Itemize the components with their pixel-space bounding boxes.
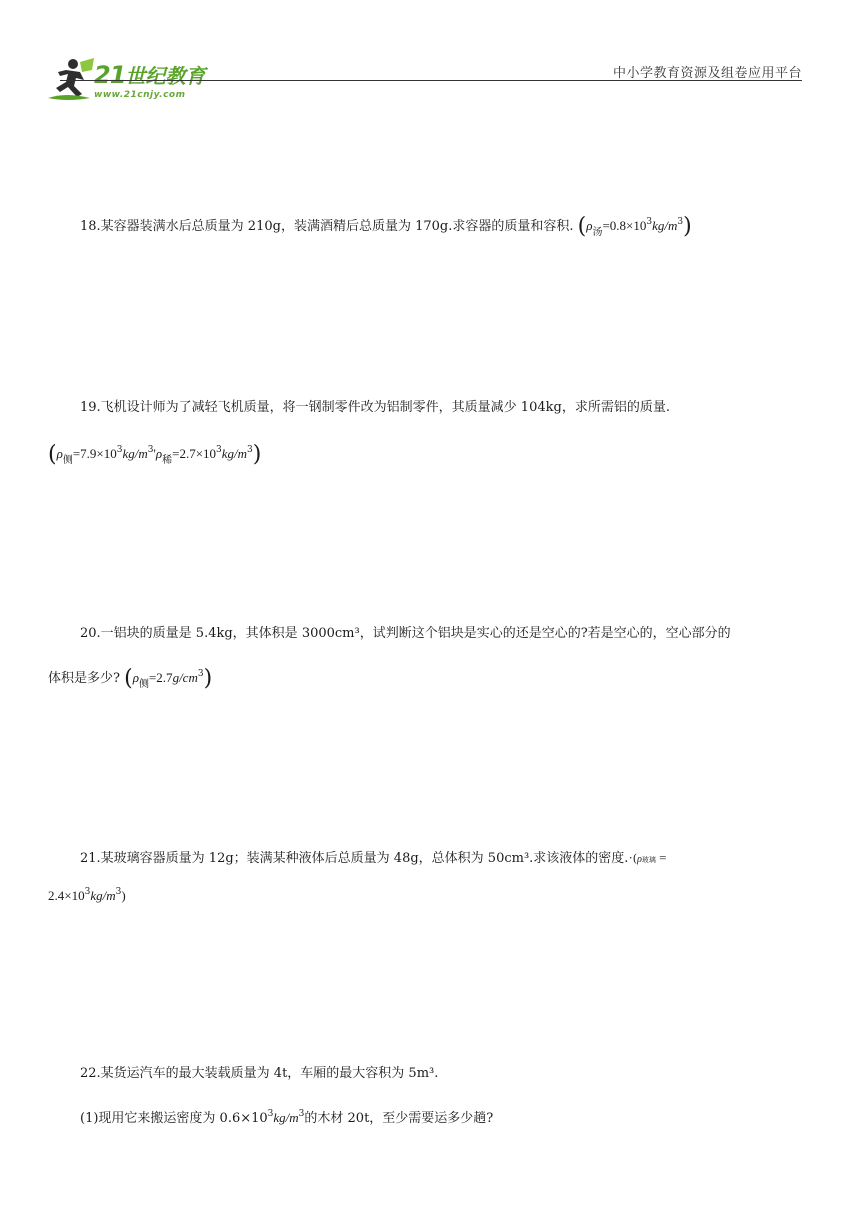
question-22-part-1-pre: (1)现用它来搬运密度为 0.6×10 — [80, 1111, 268, 1126]
question-22-text: 22.某货运汽车的最大装载质量为 4t，车厢的最大容积为 5m³. — [80, 1066, 439, 1081]
density-unit: g/cm — [172, 670, 198, 685]
question-20-line2 — [48, 668, 818, 690]
exponent: 3 — [216, 445, 222, 455]
density-unit: kg/m — [122, 446, 148, 461]
exponent: 3 — [267, 1109, 274, 1119]
open-paren: ( — [48, 442, 57, 467]
platform-title: 中小学教育资源及组卷应用平台 — [612, 66, 802, 81]
density-value: =2.7×10 — [172, 446, 217, 461]
rho-subscript: 稀 — [162, 455, 173, 466]
logo-wordmark: 21世纪教育 — [94, 61, 206, 89]
question-21-text: 21.某玻璃容器质量为 12g；装满某种液体后总质量为 48g，总体积为 50cm³.求该液体的密度. — [80, 851, 629, 866]
separator: ' — [153, 446, 156, 461]
rho-subscript: 侧 — [62, 455, 73, 466]
page-header — [0, 0, 860, 110]
unit-exponent: 3 — [247, 445, 253, 455]
density-value: =0.8×10 — [602, 218, 647, 233]
question-20-text-2: 体积是多少? — [48, 671, 120, 686]
question-19-text: 19.飞机设计师为了减轻飞机质量，将一钢制零件改为铝制零件，其质量减少 104kg，求所需铝的质量. — [80, 400, 670, 415]
question-22 — [48, 1064, 818, 1084]
rho-symbol: ρ — [155, 446, 163, 461]
question-20 — [48, 624, 818, 644]
question-21-line2 — [48, 886, 818, 908]
unit-exponent: 3 — [147, 445, 154, 455]
exponent: 3 — [84, 887, 91, 897]
density-unit: kg/m — [90, 888, 116, 903]
density-value: =7.9×10 — [72, 446, 117, 461]
rho-subscript: 汤 — [592, 227, 603, 238]
question-20-text: 20.一铝块的质量是 5.4kg，其体积是 3000cm³，试判断这个铝块是实心的还是空心的?若是空心的，空心部分的 — [80, 626, 731, 641]
question-19-given — [48, 444, 818, 466]
unit-exponent: 3 — [115, 887, 122, 897]
logo — [46, 56, 216, 106]
exponent: 3 — [646, 217, 653, 227]
open-paren: ( — [577, 214, 587, 239]
unit-exponent: 3 — [197, 669, 204, 679]
density-unit: kg/m — [652, 218, 678, 233]
open-paren: ( — [632, 852, 638, 865]
question-22-part-1-post: 的木材 20t，至少需要运多少趟? — [304, 1111, 494, 1126]
close-paren: ) — [203, 666, 213, 691]
dot: · — [628, 850, 633, 865]
density-value: 2.4×10 — [48, 888, 85, 903]
question-21 — [48, 848, 818, 870]
rho-symbol: ρ — [56, 446, 63, 461]
logo-url: www.21cnjy.com — [94, 90, 186, 100]
rho-symbol: ρ — [132, 670, 139, 685]
exponent: 3 — [116, 445, 123, 455]
close-paren: ) — [252, 442, 262, 467]
close-paren: ) — [121, 888, 126, 903]
question-18 — [48, 216, 818, 238]
equals-sign: = — [655, 850, 667, 865]
rho-subscript: 侧 — [138, 679, 149, 690]
density-value: =2.7 — [148, 670, 173, 685]
density-unit: kg/m — [273, 1110, 299, 1125]
rho-symbol: ρ — [637, 854, 642, 865]
question-18-text: 18.某容器装满水后总质量为 210g，装满酒精后总质量为 170g.求容器的质量和容积. — [80, 219, 574, 234]
unit-exponent: 3 — [677, 217, 684, 227]
question-19 — [48, 398, 818, 418]
rho-subscript: 玻璃 — [641, 856, 656, 864]
close-paren: ) — [683, 214, 692, 239]
rho-symbol: ρ — [586, 218, 593, 233]
density-unit: kg/m — [221, 446, 248, 461]
question-22-part-1 — [48, 1108, 818, 1130]
unit-exponent: 3 — [298, 1109, 305, 1119]
open-paren: ( — [124, 666, 133, 691]
